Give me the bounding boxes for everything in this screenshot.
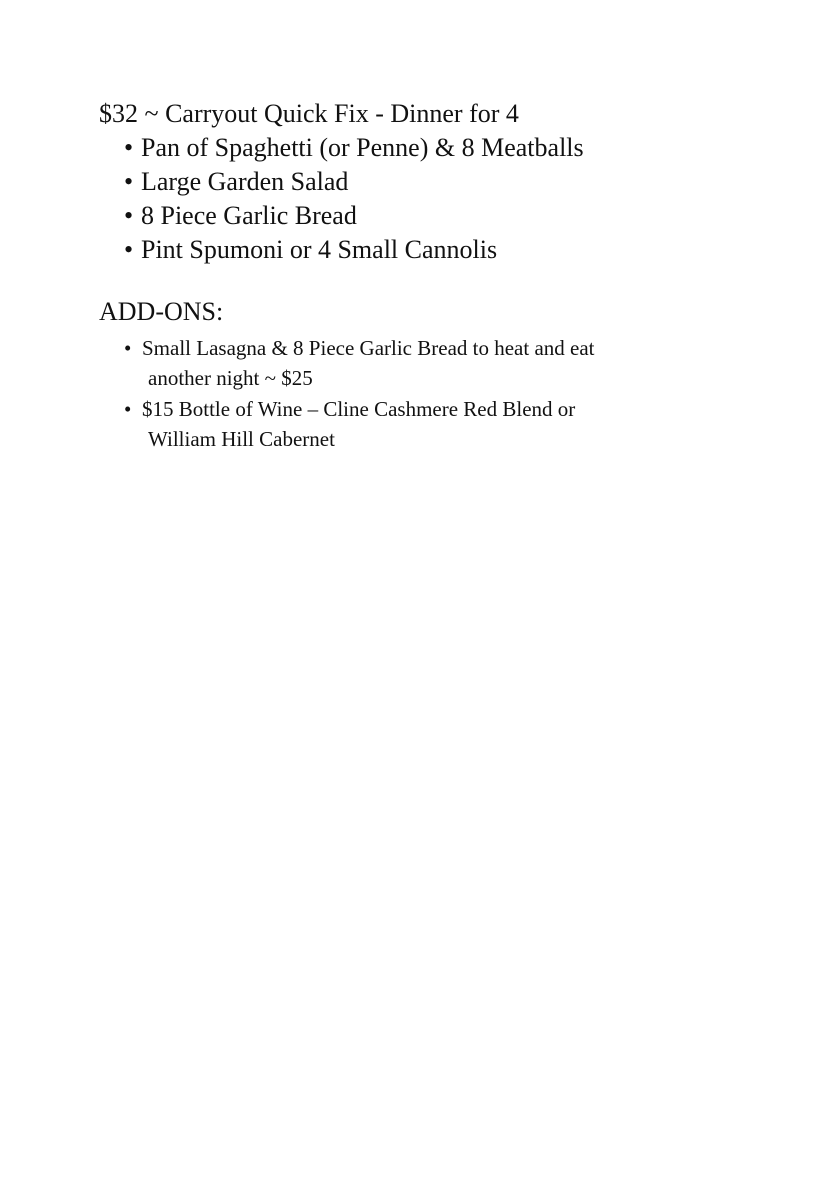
- addon-item-text: $15 Bottle of Wine – Cline Cashmere Red Blend or: [142, 397, 576, 421]
- bullet-icon: •: [124, 133, 134, 162]
- bullet-icon: •: [124, 336, 132, 360]
- addons-heading: ADD-ONS:: [99, 297, 224, 326]
- addon-item-text: Small Lasagna & 8 Piece Garlic Bread to heat and eat: [142, 336, 595, 360]
- addon-item-continuation: William Hill Cabernet: [148, 427, 335, 451]
- dinner-special-title: $32 ~ Carryout Quick Fix - Dinner for 4: [99, 99, 519, 128]
- bullet-icon: •: [124, 397, 132, 421]
- list-item: [124, 333, 595, 393]
- list-item: [124, 165, 584, 199]
- dinner-item-label: Pan of Spaghetti (or Penne) & 8 Meatballs: [141, 133, 584, 162]
- dinner-item-label: Large Garden Salad: [141, 167, 349, 196]
- dinner-items-list: [124, 131, 584, 267]
- bullet-icon: •: [124, 235, 134, 264]
- list-item: [124, 233, 584, 267]
- addon-item-line: [124, 394, 595, 424]
- addons-list: [124, 333, 595, 455]
- addon-item-continuation: another night ~ $25: [148, 366, 313, 390]
- list-item: [124, 131, 584, 165]
- bullet-icon: •: [124, 201, 134, 230]
- dinner-item-label: 8 Piece Garlic Bread: [141, 201, 357, 230]
- list-item: [124, 199, 584, 233]
- dinner-item-label: Pint Spumoni or 4 Small Cannolis: [141, 235, 498, 264]
- addon-item-line: [124, 333, 595, 363]
- list-item: [124, 394, 595, 454]
- bullet-icon: •: [124, 167, 134, 196]
